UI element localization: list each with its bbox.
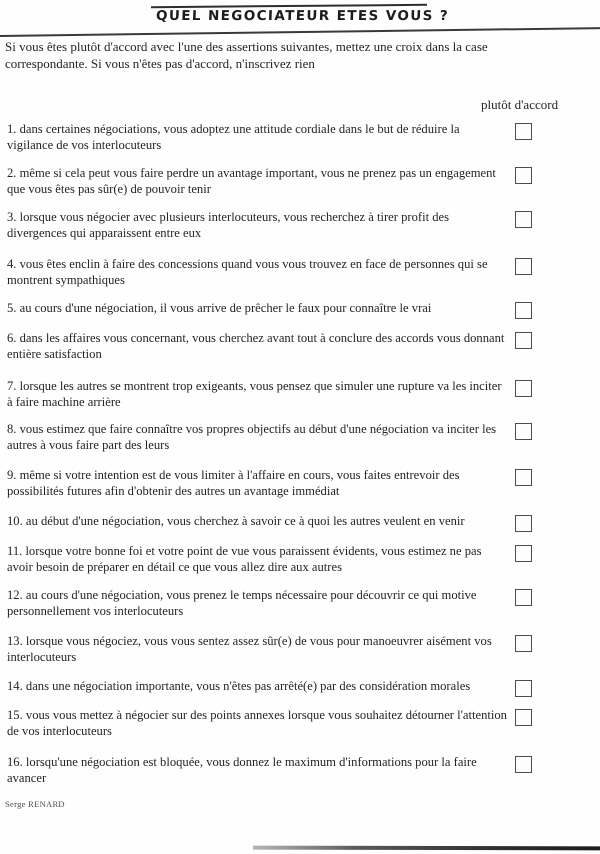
item-text: lorsque les autres se montrent trop exigeants, vous pensez que simuler une rupture va les inciter à faire machine arrière [7,379,502,409]
item-number: 16. [7,755,23,769]
item-text: vous êtes enclin à faire des concessions quand vous vous trouvez en face de personnes qui se montrent sympathiques [7,257,488,287]
item-text: au début d'une négociation, vous cherchez à savoir ce à quoi les autres veulent en venir [25,514,465,528]
agree-checkbox-15[interactable] [515,709,532,726]
agree-checkbox-13[interactable] [515,635,532,652]
agree-checkbox-3[interactable] [515,211,532,228]
item-number: 7. [7,379,17,393]
item-number: 5. [7,301,17,315]
item-number: 14. [7,679,23,693]
title-underline-rule [0,27,600,37]
page-title: QUEL NEGOCIATEUR ETES VOUS ? [155,8,450,24]
agree-checkbox-10[interactable] [515,515,532,532]
item-text: même si cela peut vous faire perdre un avantage important, vous ne prenez pas un engagement que vous êtes pas sûr(e) de pouvoir tenir [7,166,496,196]
agree-checkbox-6[interactable] [515,332,532,349]
agree-checkbox-12[interactable] [515,589,532,606]
agree-checkbox-4[interactable] [515,258,532,275]
item-text: vous vous mettez à négocier sur des points annexes lorsque vous souhaitez détourner l'attention de vos interlocuteurs [7,708,507,738]
item-number: 3. [7,210,17,224]
agree-checkbox-11[interactable] [515,545,532,562]
item-number: 11. [7,544,23,558]
item-number: 2. [7,166,17,180]
scan-edge-artifact [253,846,600,850]
intro-text: Si vous êtes plutôt d'accord avec l'une des assertions suivantes, mettez une croix dans la case correspondante. Si vous n'êtes pas d'accord, n'inscrivez rien [5,39,488,71]
item-number: 12. [7,588,23,602]
author-credit: Serge RENARD [5,799,65,809]
agree-checkbox-14[interactable] [515,680,532,697]
item-text: dans une négociation importante, vous n'êtes pas arrêté(e) par des considération morales [25,679,471,693]
item-number: 4. [7,257,17,271]
agree-checkbox-8[interactable] [515,423,532,440]
item-number: 1. [7,122,17,136]
item-number: 8. [7,422,17,436]
item-text: dans certaines négociations, vous adoptez une attitude cordiale dans le but de réduire la vigilance de vos interlocuteurs [7,122,460,152]
agree-checkbox-16[interactable] [515,756,532,773]
item-text: lorsque vous négocier avec plusieurs interlocuteurs, vous recherchez à tirer profit des divergences qui apparaissent entre eux [7,210,450,240]
item-text: au cours d'une négociation, vous prenez le temps nécessaire pour découvrir ce qui motive personnellement vos interlocuteurs [7,588,477,618]
item-text: même si votre intention est de vous limiter à l'affaire en cours, vous faites entrevoir des possibilités futures afin d'obtenir des autres un avantage immédiat [7,468,460,498]
agree-checkbox-2[interactable] [515,167,532,184]
item-number: 15. [7,708,23,722]
item-text: vous estimez que faire connaître vos propres objectifs au début d'une négociation va inciter les autres à vous faire part des leurs [7,422,497,452]
agree-checkbox-1[interactable] [515,123,532,140]
agree-checkbox-7[interactable] [515,380,532,397]
item-number: 13. [7,634,23,648]
item-text: au cours d'une négociation, il vous arrive de prêcher le faux pour connaître le vrai [19,301,432,315]
item-number: 6. [7,331,17,345]
item-text: lorsque vous négociez, vous vous sentez assez sûr(e) de vous pour manoeuvrer aisément vos interlocuteurs [7,634,492,664]
item-text: lorsqu'une négociation est bloquée, vous donnez le maximum d'informations pour la faire avancer [7,755,477,785]
item-text: lorsque votre bonne foi et votre point de vue vous paraissent évidents, vous estimez ne pas avoir besoin de préparer en détail ce que vous allez dire aux autres [7,544,482,574]
agree-column-header: plutôt d'accord [481,97,559,112]
agree-checkbox-5[interactable] [515,302,532,319]
item-number: 10. [7,514,23,528]
agree-checkbox-9[interactable] [515,469,532,486]
item-text: dans les affaires vous concernant, vous cherchez avant tout à conclure des accords vous donnant entière satisfaction [7,331,505,361]
item-number: 9. [7,468,17,482]
